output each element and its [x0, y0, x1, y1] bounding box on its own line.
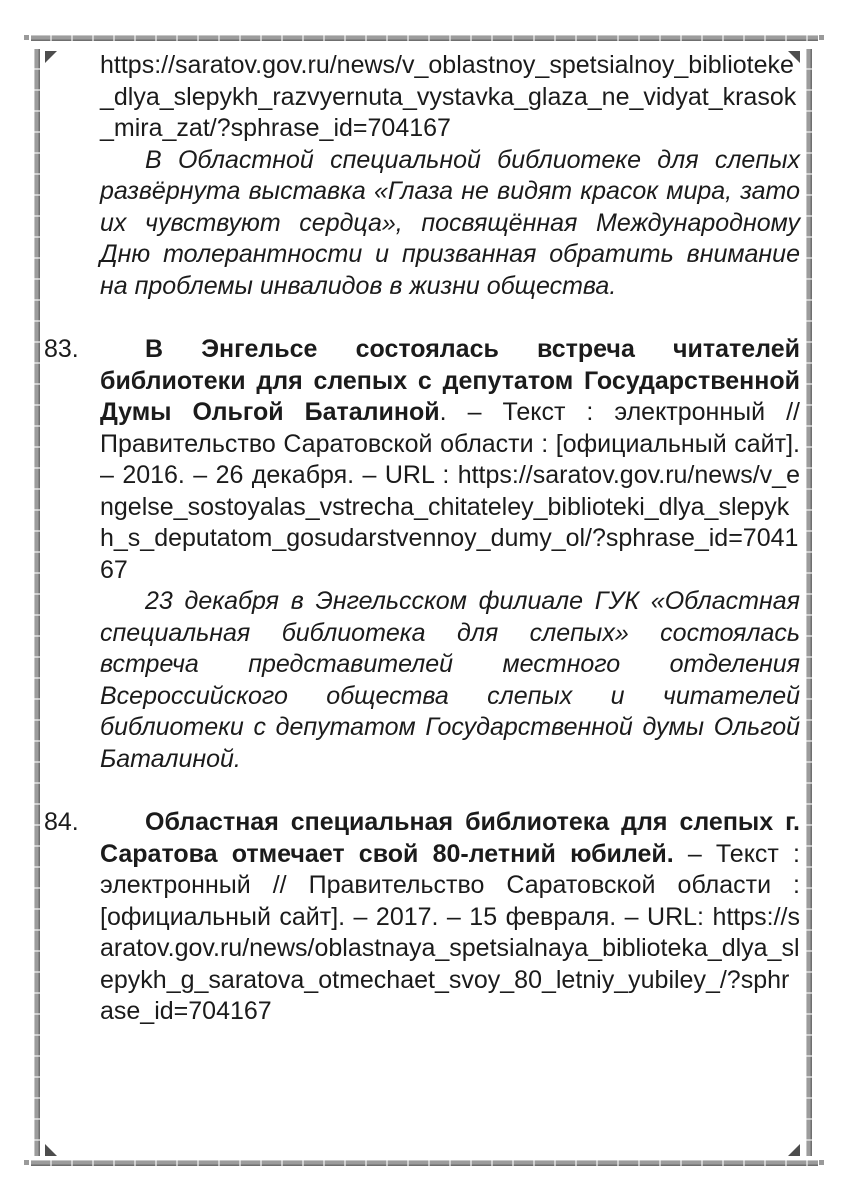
corner-triangle-bottom-right [788, 1144, 800, 1156]
entry-annotation: 23 декабря в Энгельсском филиале ГУК «Областная специальная библиотека для слепых» состоялась встреча представителей местного отделения Всероссийского общества слепых и читателей библиотеки с депутатом Государственной думы Ольгой Баталиной. [100, 587, 800, 773]
border-endcap-bottom-right [819, 1160, 824, 1165]
entry-number: 84. [44, 808, 79, 836]
continuation-annotation: В Областной специальной библиотеке для слепых развёрнута выставка «Глаза не видят красок мира, зато их чувствуют сердца», посвящённая Международному Дню толерантности и призванная обратить внимание на проблемы инвалидов в жизни общества. [100, 145, 800, 300]
border-endcap-top-right [819, 35, 824, 40]
entry-title: В Энгельсе состоялась встреча читателей библиотеки для слепых с депутатом Государственной Думы Ольгой Баталиной [100, 335, 800, 426]
bibliography-entry [44, 334, 800, 775]
entry-body [100, 334, 800, 775]
page-content [44, 50, 800, 1028]
entry-citation-text: . – Текст : электронный // Правительство Саратовской области : [официальный сайт]. – 2016. – 26 декабря. – URL : [100, 398, 800, 489]
entry-citation-text: – Текст : электронный // Правительство Саратовской области : [официальный сайт]. – 2017. – 15 февраля. – URL: [100, 839, 800, 931]
entry-url: https://saratov.gov.ru/news/v_engelse_sostoyalas_vstrecha_chitateley_biblioteki_dlya_slepykh_s_deputatom_gosudarstvennoy_dumy_ol/?sphrase_id=704167 [100, 461, 800, 584]
page-border-top [31, 35, 818, 41]
entry-title: Областная специальная библиотека для слепых г. Саратова отмечает свой 80-летний юбилей. [100, 808, 800, 868]
entry-url: https://saratov.gov.ru/news/oblastnaya_spetsialnaya_biblioteka_dlya_slepykh_g_saratova_otmechaet_svoy_80_letniy_yubiley_/?sphrase_id=704167 [100, 902, 800, 1025]
corner-triangle-bottom-left [45, 1144, 57, 1156]
page-border-right [806, 49, 812, 1156]
entry-citation [100, 334, 800, 586]
continuation-url: https://saratov.gov.ru/news/v_oblastnoy_spetsialnoy_biblioteke_dlya_slepykh_razvyernuta_vystavka_glaza_ne_vidyat_krasok_mira_zat/?sphrase_id=704167 [100, 51, 797, 142]
page-border-left [34, 49, 40, 1156]
page-border-bottom [31, 1160, 818, 1166]
entry-number: 83. [44, 335, 79, 363]
entry-body [100, 807, 800, 1028]
bibliography-entry [44, 807, 800, 1028]
continuation-block [100, 50, 800, 302]
entry-citation [100, 807, 800, 1028]
border-endcap-bottom-left [24, 1160, 29, 1165]
border-endcap-top-left [24, 35, 29, 40]
